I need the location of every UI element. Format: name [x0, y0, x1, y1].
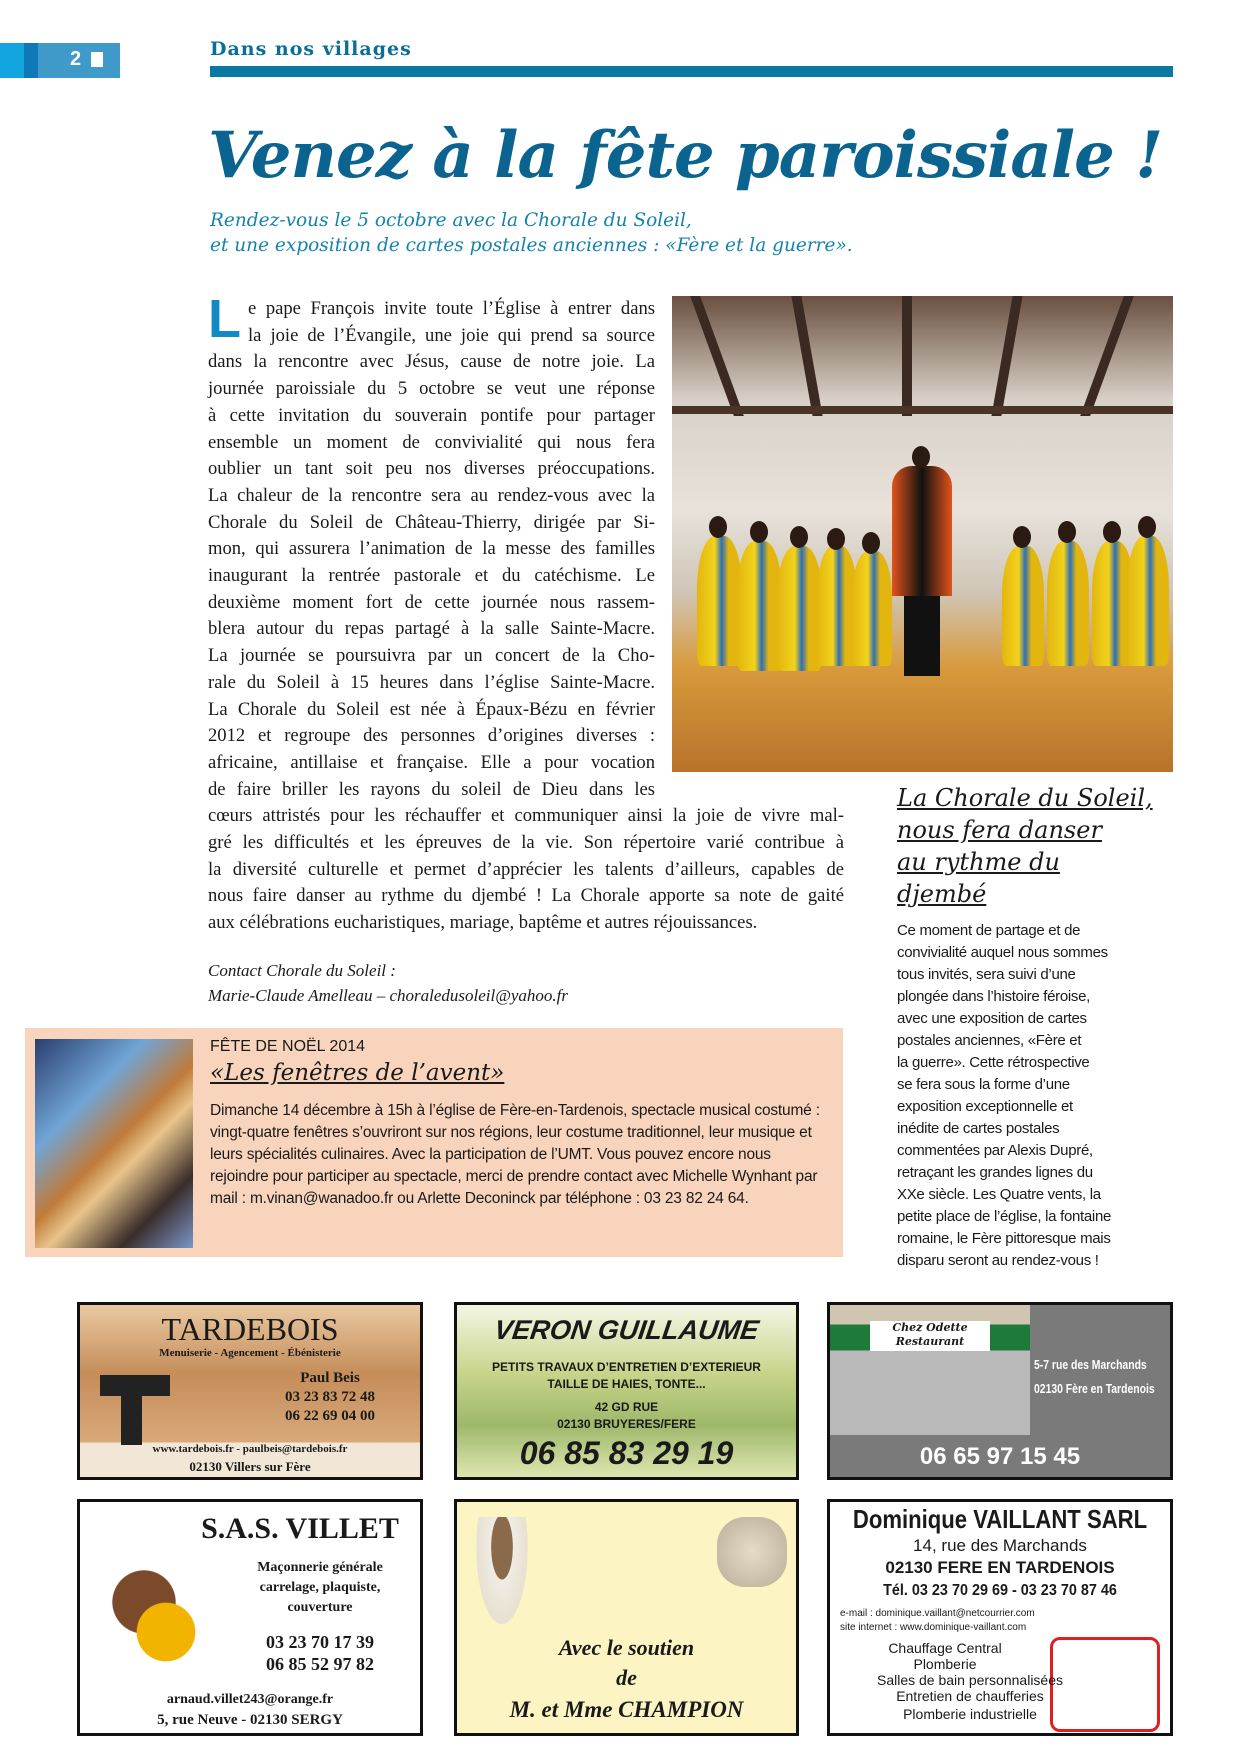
ad-line: M. et Mme CHAMPION — [509, 1697, 744, 1722]
ad-line: Maçonnerie générale — [257, 1560, 383, 1575]
heading-line: nous fera danser — [897, 816, 1102, 844]
ad-phone: 06 85 52 97 82 — [266, 1654, 374, 1674]
ad-phone: 06 22 69 04 00 — [285, 1408, 375, 1424]
sidebar-line: se fera sous la forme d’une — [897, 1076, 1070, 1093]
noel-title: «Les fenêtres de l’avent» — [210, 1060, 505, 1086]
body-line: la diversité culturelle et permet d’apprécier les talents d’ailleurs, capables de — [208, 858, 844, 880]
ad-address: 5, rue Neuve - 02130 SERGY — [157, 1712, 343, 1728]
ad-address: 02130 BRUYERES/FERE — [557, 1417, 696, 1431]
ad-chez-odette — [827, 1302, 1173, 1480]
heading-line: djembé — [897, 880, 987, 908]
ad-address: 02130 Fère en Tardenois — [1034, 1381, 1155, 1396]
noel-kicker: FÊTE DE NOËL 2014 — [210, 1038, 366, 1055]
ad-phone: 06 65 97 15 45 — [919, 1443, 1081, 1470]
ad-champion — [454, 1499, 799, 1736]
sign-text: Restaurant — [895, 1335, 965, 1348]
ad-phone: Tél. 03 23 70 29 69 - 03 23 70 87 46 — [883, 1582, 1117, 1599]
tools-illustration — [100, 1562, 210, 1662]
body-line: cœurs attristés pour les réchauffer et communiquer ainsi la joie de vivre mal- — [208, 805, 844, 827]
ad-town: 02130 Villers sur Fère — [189, 1459, 311, 1474]
sidebar-text — [897, 920, 1197, 1272]
cat-illustration — [717, 1517, 787, 1587]
ad-veron — [454, 1302, 799, 1480]
body-line: e pape François invite toute l’Église à entrer dans — [248, 298, 655, 319]
body-line: de faire briller les rayons du soleil de Dieu dans les — [208, 778, 655, 800]
sidebar-line: romaine, le Fère pittoresque mais — [897, 1230, 1111, 1247]
sidebar-line: Ce moment de partage et de — [897, 922, 1081, 939]
sidebar-line: retraçant les grandes lignes du — [897, 1164, 1093, 1181]
body-line: La Chorale du Soleil est née à Épaux-Bézu en février — [208, 698, 655, 720]
ad-address: 02130 FERE EN TARDENOIS — [885, 1558, 1115, 1577]
body-line: gré les difficultés et les épreuves de la vie. Son répertoire varié contribue à — [208, 832, 844, 854]
body-line: mon, qui assurera l’animation de la messe des familles — [208, 538, 655, 560]
dog-illustration — [472, 1517, 532, 1637]
sidebar-line: exposition exceptionnelle et — [897, 1098, 1073, 1115]
body-line: oublier un tant soit peu nos diverses préoccupations. — [208, 458, 655, 480]
ad-vaillant — [827, 1499, 1173, 1736]
sidebar-line: disparu seront au rendez-vous ! — [897, 1252, 1099, 1269]
sidebar-line: tous invités, sera suivi d’une — [897, 966, 1076, 983]
sidebar-line: commentées par Alexis Dupré, — [897, 1142, 1093, 1159]
contact-details: Marie-Claude Amelleau – choraledusoleil@yahoo.fr — [208, 986, 568, 1005]
ad-tagline: Menuiserie - Agencement - Ébénisterie — [159, 1347, 341, 1359]
drop-cap: L — [208, 289, 241, 349]
ad-address: 5-7 rue des Marchands — [1034, 1357, 1147, 1372]
ad-web: site internet : www.dominique-vaillant.com — [840, 1622, 1027, 1633]
sidebar-line: postales anciennes, «Fère et — [897, 1032, 1082, 1049]
ad-villet — [77, 1499, 423, 1736]
contact-info — [208, 958, 568, 1008]
ad-name: S.A.S. VILLET — [201, 1512, 399, 1545]
heading-line: au rythme du — [897, 848, 1060, 876]
contact-label: Contact Chorale du Soleil : — [208, 961, 396, 980]
square-icon — [91, 52, 103, 67]
body-line: rale du Soleil à 15 heures dans l’église Sainte-Macre. — [208, 671, 655, 693]
body-line: africaine, antillaise et française. Elle a pour vocation — [208, 751, 655, 773]
ad-service: Entretien de chaufferies — [896, 1688, 1044, 1704]
heading-line: La Chorale du Soleil, — [897, 784, 1153, 812]
ad-name: VERON GUILLAUME — [492, 1315, 761, 1345]
body-line: dans la rencontre avec Jésus, cause de notre joie. La — [208, 351, 655, 373]
sidebar-line: plongée dans l’histoire féroise, — [897, 988, 1091, 1005]
body-line: journée paroissiale du 5 octobre se veut une réponse — [208, 378, 655, 400]
ad-name: Dominique VAILLANT SARL — [852, 1504, 1148, 1534]
body-line: blera autour du repas partagé à la salle Sainte-Macre. — [208, 618, 655, 640]
ad-tardebois — [77, 1302, 423, 1480]
sidebar-line: XXe siècle. Les Quatre vents, la — [897, 1186, 1101, 1203]
ad-line: de — [616, 1665, 637, 1690]
body-line: à cette invitation du souverain pontife pour partager — [208, 404, 655, 426]
ad-service: Plomberie industrielle — [903, 1706, 1037, 1722]
page-number-tab — [0, 43, 120, 78]
page-number: 2 — [70, 48, 82, 70]
body-line: La chaleur de la rencontre sera au rendez-vous avec la — [208, 484, 655, 506]
ad-email: arnaud.villet243@orange.fr — [166, 1692, 334, 1707]
body-line: deuxième moment fort de cette journée nous rassem- — [208, 591, 655, 613]
subtitle-line: et une exposition de cartes postales anciennes : «Fère et la guerre». — [210, 235, 853, 256]
body-line: nous faire danser au rythme du djembé ! La Chorale apporte sa note de gaité — [208, 885, 844, 907]
ad-person: Paul Beis — [300, 1370, 360, 1386]
sign-text: Chez Odette — [892, 1321, 968, 1334]
sidebar-heading — [897, 782, 1153, 910]
nativity-photo — [35, 1039, 193, 1248]
ad-phone: 03 23 70 17 39 — [266, 1632, 374, 1652]
body-line: inaugurant la rentrée pastorale et du catéchisme. Le — [208, 565, 655, 587]
body-line: Chorale du Soleil de Château-Thierry, dirigée par Si- — [208, 511, 655, 533]
sidebar-line: inédite de cartes postales — [897, 1120, 1060, 1137]
ad-service: Salles de bain personnalisées — [876, 1672, 1063, 1688]
ad-phone: 03 23 83 72 48 — [285, 1389, 375, 1405]
ad-line: Avec le soutien — [558, 1635, 695, 1660]
ad-address: 42 GD RUE — [594, 1400, 659, 1414]
article-title: Venez à la fête paroissiale ! — [208, 118, 1163, 193]
logo-icon — [100, 1375, 170, 1445]
ad-line: couverture — [287, 1600, 353, 1615]
ad-address: 14, rue des Marchands — [913, 1536, 1087, 1555]
ad-line: PETITS TRAVAUX D’ENTRETIEN D’EXTERIEUR — [492, 1360, 761, 1374]
sidebar-line: la guerre». Cette rétrospective — [897, 1054, 1090, 1071]
sidebar-line: convivialité auquel nous sommes — [897, 944, 1108, 961]
ad-web: www.tardebois.fr - paulbeis@tardebois.fr — [152, 1443, 348, 1455]
header-rule — [210, 66, 1173, 77]
noel-box — [25, 1028, 843, 1257]
ad-service: Plomberie — [913, 1656, 977, 1672]
body-line: aux célébrations eucharistiques, mariage, baptême et autres réjouissances. — [208, 912, 758, 934]
ad-phone: 06 85 83 29 19 — [519, 1435, 734, 1471]
body-line: La journée se poursuivra par un concert de la Cho- — [208, 645, 655, 667]
ad-line: TAILLE DE HAIES, TONTE... — [547, 1377, 706, 1391]
body-line: ensemble un moment de convivialité qui nous fera — [208, 431, 655, 453]
noel-body: Dimanche 14 décembre à 15h à l’église de Fère-en-Tardenois, spectacle musical costumé : vingt-quatre fenêtres s’ouvriront sur nos régions, leur costume traditionnel, leur musique et leurs spécialités culinaires. Avec la participation de l’UMT. Vous pouvez encore nous rejoindre pour participer au spectacle, merci de prendre contact avec Michelle Wynhant par mail : m.vinan@wanadoo.fr ou Arlette Deconinck par téléphone : 03 23 82 24 64. — [210, 1102, 820, 1207]
ad-line: carrelage, plaquiste, — [259, 1580, 381, 1595]
body-line: la joie de l’Évangile, une joie qui prend sa source — [248, 324, 655, 346]
choir-photo — [672, 296, 1173, 772]
sidebar-line: avec une exposition de cartes — [897, 1010, 1087, 1027]
body-line: 2012 et regroupe des personnes d’origines diverses : — [208, 725, 655, 747]
section-title: Dans nos villages — [210, 38, 412, 60]
ad-name: TARDEBOIS — [161, 1311, 339, 1347]
ad-email: e-mail : dominique.vaillant@netcourrier.com — [840, 1608, 1035, 1619]
sidebar-line: petite place de l’église, la fontaine — [897, 1208, 1112, 1225]
ad-service: Chauffage Central — [888, 1640, 1002, 1656]
subtitle-line: Rendez-vous le 5 octobre avec la Chorale du Soleil, — [210, 210, 692, 231]
